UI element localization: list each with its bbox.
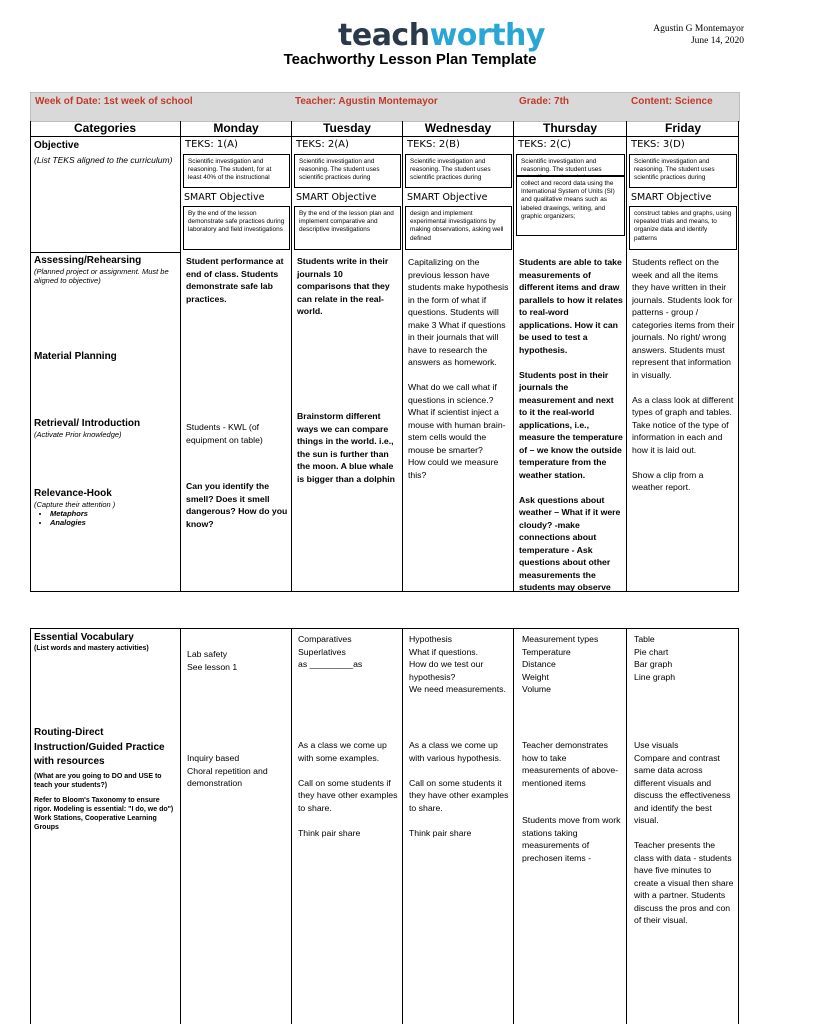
cat-routing-title: Routing-Direct Instruction/Guided Practice with resources [34,727,165,767]
cat-retrieval-sub: (Activate Prior knowledge) [34,430,122,439]
grid-line [30,252,180,253]
cat-vocab-title: Essential Vocabulary [34,632,134,643]
smart-label-friday: SMART Objective [631,192,712,203]
grid-line [30,121,31,592]
teks-desc-wednesday: Scientific investigation and reasoning. The student uses scientific practices during [405,154,512,188]
teks-tuesday: TEKS: 2(A) [296,139,349,150]
col-friday: Friday [664,121,701,135]
cat-assessing-sub: (Planned project or assignment. Must be aligned to objective) [34,267,169,285]
grid-line [30,591,739,592]
smart-desc-friday: construct tables and graphs, using repeated trials and means, to organize data and identify patterns [629,206,737,250]
monday-routing: Inquiry based Choral repetition and demonstration [187,753,268,788]
cat-vocab [34,631,174,653]
grid-line [30,136,739,137]
cat-retrieval-title: Retrieval/ Introduction [34,418,141,429]
logo-part2: worthy [429,18,545,53]
cat-retrieval [34,417,144,439]
page-title: Teachworthy Lesson Plan Template [283,51,537,68]
grid-line [402,628,403,1024]
grid-line [30,628,31,1024]
col-tuesday: Tuesday [323,121,371,135]
cat-relevance [34,487,174,527]
cat-objective [34,139,174,166]
teks-wednesday: TEKS: 2(B) [407,139,460,150]
grid-line [291,121,292,592]
author-name: Agustin G Montemayor [653,24,744,34]
cat-objective-sub: (List TEKS aligned to the curriculum) [34,155,173,165]
grid-line [180,121,181,592]
author-block [653,23,744,47]
week-label: Week of Date: 1st week of school [35,96,193,107]
grid-line [180,628,181,1024]
friday-assess: Students reflect on the week and all the items they have written in their journals. Students look for patterns - group / categories items from their journals. No right/ wrong answers. Students must represent that information in visually. As a class look at different types of graph and tables. Take notice of the type of information in each and how it is laid out. Show a clip from a weather report. [632,257,735,492]
friday-routing: Use visuals Compare and contrast same data across different visuals and discuss the effectiveness and identify the best visual. Teacher presents the class with data - students have five minutes to create a visual then share with a partner. Students discuss the pros and con of their visual. [634,740,734,925]
monday-hook: Can you identify the smell? Does it smell dangerous? How do you know? [186,481,288,529]
teks-monday: TEKS: 1(A) [185,139,238,150]
bullet-metaphors: • Metaphors [50,509,174,518]
thursday-vocab: Measurement types Temperature Distance Weight Volume [522,634,599,694]
grid-line [626,121,627,592]
wednesday-routing: As a class we come up with various hypothesis. Call on some students it they have other examples to share. Think pair share [409,740,509,838]
smart-desc-monday: By the end of the lesson demonstrate safe practices during laboratory and field investigations [183,206,290,250]
teacher-label: Teacher: Agustin Montemayor [295,96,438,107]
cat-objective-title: Objective [34,140,80,151]
cat-relevance-title: Relevance-Hook [34,488,112,499]
smart-desc-tuesday: By the end of the lesson plan and implement comparative and descriptive investigations [294,206,401,250]
wednesday-assess: Capitalizing on the previous lesson have students make hypothesis in the form of what if questions. Students will make 3 What if questions in their journals that will have to research the answers as homework. What do we call what if questions in science.? What if scientist inject a mouse with human brain-stem cells would the mouse be smarter? How could we measure this? [408,257,509,480]
grid-line [291,628,292,1024]
friday-vocab: Table Pie chart Bar graph Line graph [634,634,676,682]
teks-desc-monday: Scientific investigation and reasoning. The student, for at least 40% of the instructional [183,154,290,188]
cat-routing [34,726,174,832]
col-wednesday: Wednesday [424,121,492,135]
col-thursday: Thursday [542,121,597,135]
col-monday: Monday [213,121,259,135]
smart-label-monday: SMART Objective [184,192,265,203]
cat-routing-sub1: (What are you going to DO and USE to teach your students?) [34,772,162,789]
tuesday-assess: Students write in their journals 10 comparisons that they can relate in the real-world. [297,256,390,316]
thursday-routing: Teacher demonstrates how to take measurements of above-mentioned items Students move from work stations taking measurements of prechosen items - [522,740,621,863]
cat-routing-sub2: Refer to Bloom's Taxonomy to ensure rigor. Modeling is essential: "I do, we do") Work Stations, Cooperative Learning Groups [34,796,174,831]
monday-vocab: Lab safety See lesson 1 [187,649,238,672]
teks-thursday: TEKS: 2(C) [518,139,572,150]
teachworthy-logo [338,18,545,53]
thursday-assess: Students are able to take measurements of different items and draw parallels to how it relates to real-word applications. How it can be used to test a hypothesis. Students post in their journals the measurement and next to it the real-world applications, i.e., measure the temperature of – we know the outside temperature from the weather station. Ask questions about weather – What if it were cloudy? -make connections about temperature - Ask questions about other measurements the students may observe [519,257,623,592]
grid-line [513,121,514,592]
grid-line [626,628,627,1024]
grid-line [738,628,739,1024]
grid-line [738,121,739,592]
teks-desc-friday: Scientific investigation and reasoning. The student uses scientific practices during [629,154,737,188]
monday-retrieval: Students - KWL (of equipment on table) [186,422,263,445]
logo-part1: teach [338,18,430,53]
tuesday-vocab: Comparatives Superlatives as _________as [298,634,363,669]
cat-assessing-title: Assessing/Rehearsing [34,255,142,266]
teks-friday: TEKS: 3(D) [631,139,685,150]
cat-material: Material Planning [34,351,117,362]
smart-label-wednesday: SMART Objective [407,192,488,203]
col-categories: Categories [73,121,137,135]
grid-line [513,628,514,1024]
tuesday-routing: As a class we come up with some examples. Call on some students if they have other examples to share. Think pair share [298,740,398,838]
teks-desc-thursday: Scientific investigation and reasoning. The student uses [516,154,625,176]
content-label: Content: Science [631,96,713,107]
grid-line [402,121,403,592]
teks-extra-thursday: collect and record data using the International System of Units (SI) and qualitative means such as labeled drawings, writing, and graphic organizers; [516,176,625,236]
bullet-analogies: • Analogies [50,518,174,527]
cat-vocab-sub: (List words and mastery activities) [34,645,149,652]
grid-line [30,628,739,629]
author-date: June 14, 2020 [690,36,744,46]
teks-desc-tuesday: Scientific investigation and reasoning. The student uses scientific practices during [294,154,401,188]
wednesday-vocab: Hypothesis What if questions. How do we test our hypothesis? We need measurements. [409,634,506,694]
grade-label: Grade: 7th [519,96,570,107]
cat-relevance-sub: (Capture their attention ) [34,500,116,509]
monday-assess: Student performance at end of class. Students demonstrate safe lab practices. [186,256,284,304]
tuesday-retrieval: Brainstorm different ways we can compare things in the world. i.e., the sun is further than the moon. A blue whale is bigger than a dolphin [297,411,395,484]
smart-desc-wednesday: design and implement experimental investigations by making observations, asking well defined [405,206,512,250]
header-bar [30,92,740,122]
cat-assessing [34,254,174,285]
smart-label-tuesday: SMART Objective [296,192,377,203]
